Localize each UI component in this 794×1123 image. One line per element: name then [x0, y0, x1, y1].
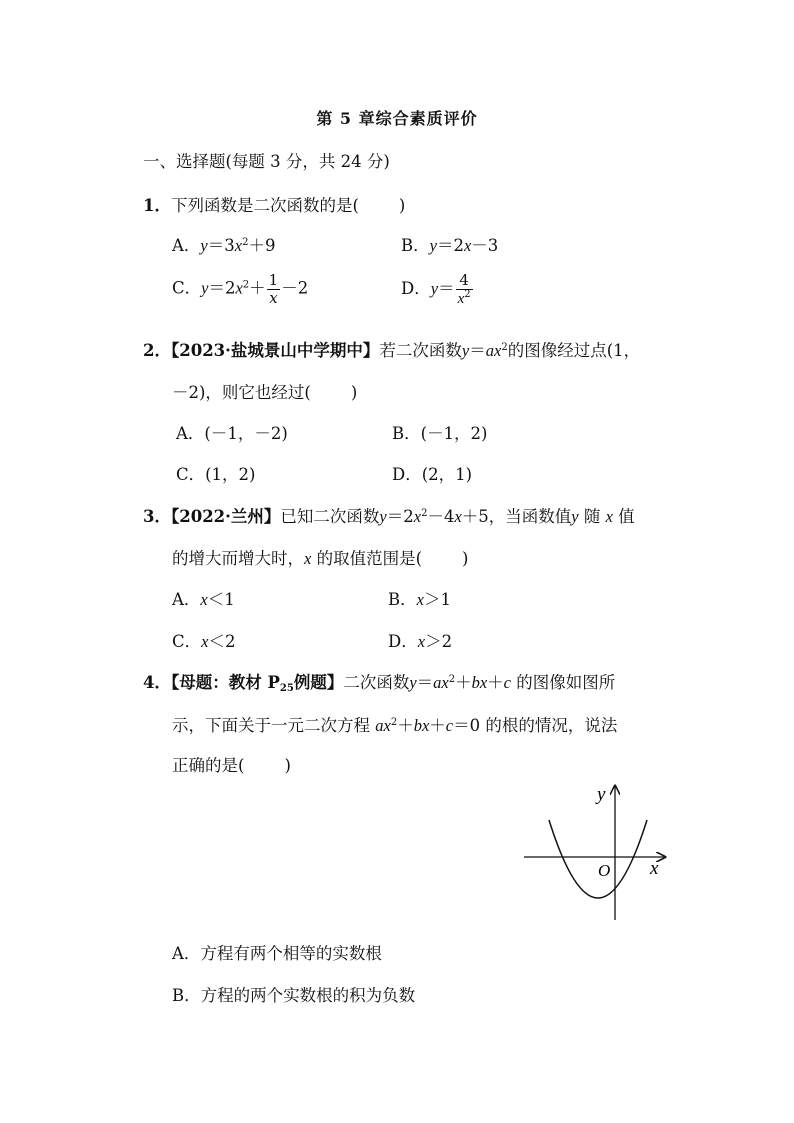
q3-option-c[interactable]: C．x＜2: [172, 632, 236, 651]
q1-option-a[interactable]: A．$y=3x^2+9$: [172, 236, 276, 255]
q4-stem-line3: 正确的是( ): [172, 756, 291, 775]
section-heading: 一、选择题(每题 3 分，共 24 分): [143, 152, 390, 171]
q1-c-fraction: $\frac{1}{x}$: [268, 271, 279, 307]
q1-stem-text: 下列函数是二次函数的是(: [170, 196, 359, 215]
q1-option-c[interactable]: C．$y=2x^2+$ $\frac{1}{x}$ －2: [172, 271, 309, 307]
q4-source: 【母题：教材 $P_{25}$例题】: [170, 673, 344, 694]
parabola-graph: [515, 780, 675, 925]
q1-number: 1．: [143, 196, 171, 215]
y-axis-label: y: [597, 784, 606, 805]
q2-option-a[interactable]: A．(－1，－2): [176, 424, 288, 443]
q2-stem-line2: －2)，则它也经过( ): [172, 383, 358, 402]
q4-option-b[interactable]: B．方程的两个实数根的积为负数: [172, 986, 416, 1005]
q1-option-d[interactable]: D．y＝ $\frac{4}{x^2}$: [401, 271, 471, 307]
parabola-curve: [549, 820, 647, 898]
q3-stem: 3．【2022·兰州】已知二次函数$y=2x^2-4x+5$，当函数值y 随 x 值: [143, 507, 635, 526]
q4-option-a[interactable]: A．方程有两个相等的实数根: [172, 944, 382, 963]
q2-option-c[interactable]: C．(1，2): [176, 465, 256, 484]
q2-stem: 2．【2023·盐城景山中学期中】若二次函数$y=ax^2$的图像经过点(1，: [143, 341, 641, 360]
q1-stem-close: ): [398, 196, 406, 215]
q4-stem: 4．【母题：教材 $P_{25}$例题】二次函数$y=ax^2+bx+c$ 的图像如图所: [143, 673, 616, 694]
q1-stem: [143, 192, 405, 216]
q3-stem-line2: 的增大而增大时，x 的取值范围是( ): [172, 549, 469, 568]
q1-d-fraction: $\frac{4}{x^2}$: [457, 271, 471, 307]
q3-option-b[interactable]: B．x＞1: [388, 590, 451, 609]
q4-stem-line2: 示，下面关于一元二次方程 $ax^2+bx+c=0$ 的根的情况，说法: [172, 716, 618, 735]
page-title: 第 5 章综合素质评价: [316, 109, 478, 128]
q3-option-a[interactable]: A．x＜1: [172, 590, 235, 609]
q3-source: 【2022·兰州】: [170, 507, 281, 526]
q2-source: 【2023·盐城景山中学期中】: [170, 341, 380, 360]
q1-option-b[interactable]: B．y＝2x－3: [401, 236, 499, 255]
x-axis-label: x: [650, 858, 659, 879]
q2-option-d[interactable]: D．(2，1): [392, 465, 473, 484]
origin-label: O: [598, 861, 611, 880]
q3-option-d[interactable]: D．x＞2: [388, 632, 453, 651]
q2-option-b[interactable]: B．(－1，2): [392, 424, 488, 443]
